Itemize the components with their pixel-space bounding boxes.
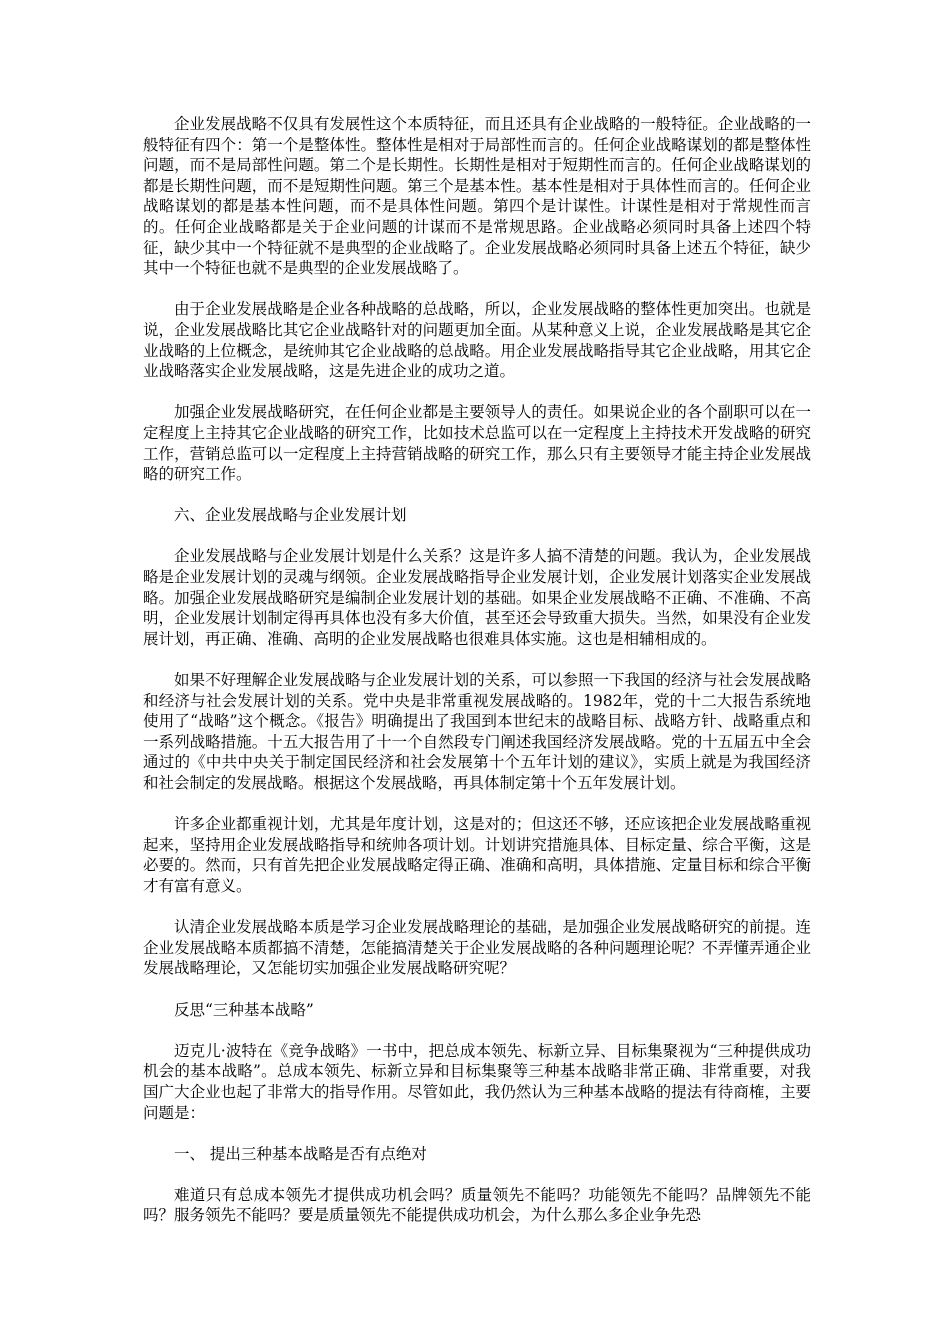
subheading-absolute-question: 一、 提出三种基本战略是否有点绝对 <box>174 1144 427 1163</box>
paragraph-understanding-essence: 认清企业发展战略本质是学习企业发展战略理论的基础，是加强企业发展战略研究的前提。连企业发展战略本质都搞不清楚，怎能搞清楚关于企业发展战略的各种问题理论呢？不弄懂弄通企业发展战略理论，又怎能切实加强企业发展战略研究呢？ <box>143 918 811 978</box>
paragraph-annual-planning: 许多企业都重视计划，尤其是年度计划，这是对的；但这还不够，还应该把企业发展战略重视起来，坚持用企业发展战略指导和统帅各项计划。计划讲究措施具体、目标定量、综合平衡，这是必要的。然而，只有首先把企业发展战略定得正确、准确和高明，具体措施、定量目标和综合平衡才有富有意义。 <box>143 815 811 895</box>
document-body <box>143 114 811 1226</box>
section-heading-strategy-and-plan: 六、企业发展战略与企业发展计划 <box>174 506 407 525</box>
paragraph-national-strategy-example: 如果不好理解企业发展战略与企业发展计划的关系，可以参照一下我国的经济与社会发展战略和经济与社会发展计划的关系。党中央是非常重视发展战略的。1982年，党的十二大报告系统地使用了“战略”这个概念。《报告》明确提出了我国到本世纪末的战略目标、战略方针、战略重点和一系列战略措施。十五大报告用了十一个自然段专门阐述我国经济发展战略。党的十五届五中全会通过的《中共中央关于制定国民经济和社会发展第十个五年计划的建议》，实质上就是为我国经济和社会制定的发展战略。根据这个发展战略，再具体制定第十个五年发展计划。 <box>143 671 811 792</box>
paragraph-leader-responsibility: 加强企业发展战略研究，在任何企业都是主要领导人的责任。如果说企业的各个副职可以在一定程度上主持其它企业战略的研究工作，比如技术总监可以在一定程度上主持技术开发战略的研究工作，营销总监可以一定程度上主持营销战略的研究工作，那么只有主要领导才能主持企业发展战略的研究工作。 <box>143 403 811 484</box>
paragraph-overall-strategy: 由于企业发展战略是企业各种战略的总战略，所以，企业发展战略的整体性更加突出。也就是说，企业发展战略比其它企业战略针对的问题更加全面。从某种意义上说，企业发展战略是其它企业战略的上位概念，是统帅其它企业战略的总战略。用企业发展战略指导其它企业战略，用其它企业战略落实企业发展战略，这是先进企业的成功之道。 <box>143 300 811 381</box>
paragraph-other-leadership-options: 难道只有总成本领先才提供成功机会吗？质量领先不能吗？功能领先不能吗？品牌领先不能吗？服务领先不能吗？要是质量领先不能提供成功机会，为什么那么多企业争先恐 <box>143 1185 811 1225</box>
paragraph-porter-strategies: 迈克儿·波特在《竞争战略》一书中，把总成本领先、标新立异、目标集聚视为“三种提供成功机会的基本战略”。总成本领先、标新立异和目标集聚等三种基本战略非常正确、非常重要，对我国广大企业也起了非常大的指导作用。尽管如此，我仍然认为三种基本战略的提法有待商榷，主要问题是： <box>143 1041 811 1122</box>
paragraph-strategy-plan-relation: 企业发展战略与企业发展计划是什么关系？这是许多人搞不清楚的问题。我认为，企业发展战略是企业发展计划的灵魂与纲领。企业发展战略指导企业发展计划，企业发展计划落实企业发展战略。加强企业发展战略研究是编制企业发展计划的基础。如果企业发展战略不正确、不准确、不高明，企业发展计划制定得再具体也没有多大价值，甚至还会导致重大损失。当然，如果没有企业发展计划，再正确、准确、高明的企业发展战略也很难具体实施。这也是相辅相成的。 <box>143 547 811 648</box>
paragraph-strategy-characteristics: 企业发展战略不仅具有发展性这个本质特征，而且还具有企业战略的一般特征。企业战略的一般特征有四个：第一个是整体性。整体性是相对于局部性而言的。任何企业战略谋划的都是整体性问题，而不是局部性问题。第二个是长期性。长期性是相对于短期性而言的。任何企业战略谋划的都是长期性问题，而不是短期性问题。第三个是基本性。基本性是相对于具体性而言的。任何企业战略谋划的都是基本性问题，而不是具体性问题。第四个是计谋性。计谋性是相对于常规性而言的。任何企业战略都是关于企业问题的计谋而不是常规思路。企业战略必须同时具备上述四个特征，缺少其中一个特征就不是典型的企业战略了。企业发展战略必须同时具备上述五个特征，缺少其中一个特征也就不是典型的企业发展战略了。 <box>143 115 811 278</box>
section-heading-three-strategies: 反思“三种基本战略” <box>174 1000 314 1019</box>
